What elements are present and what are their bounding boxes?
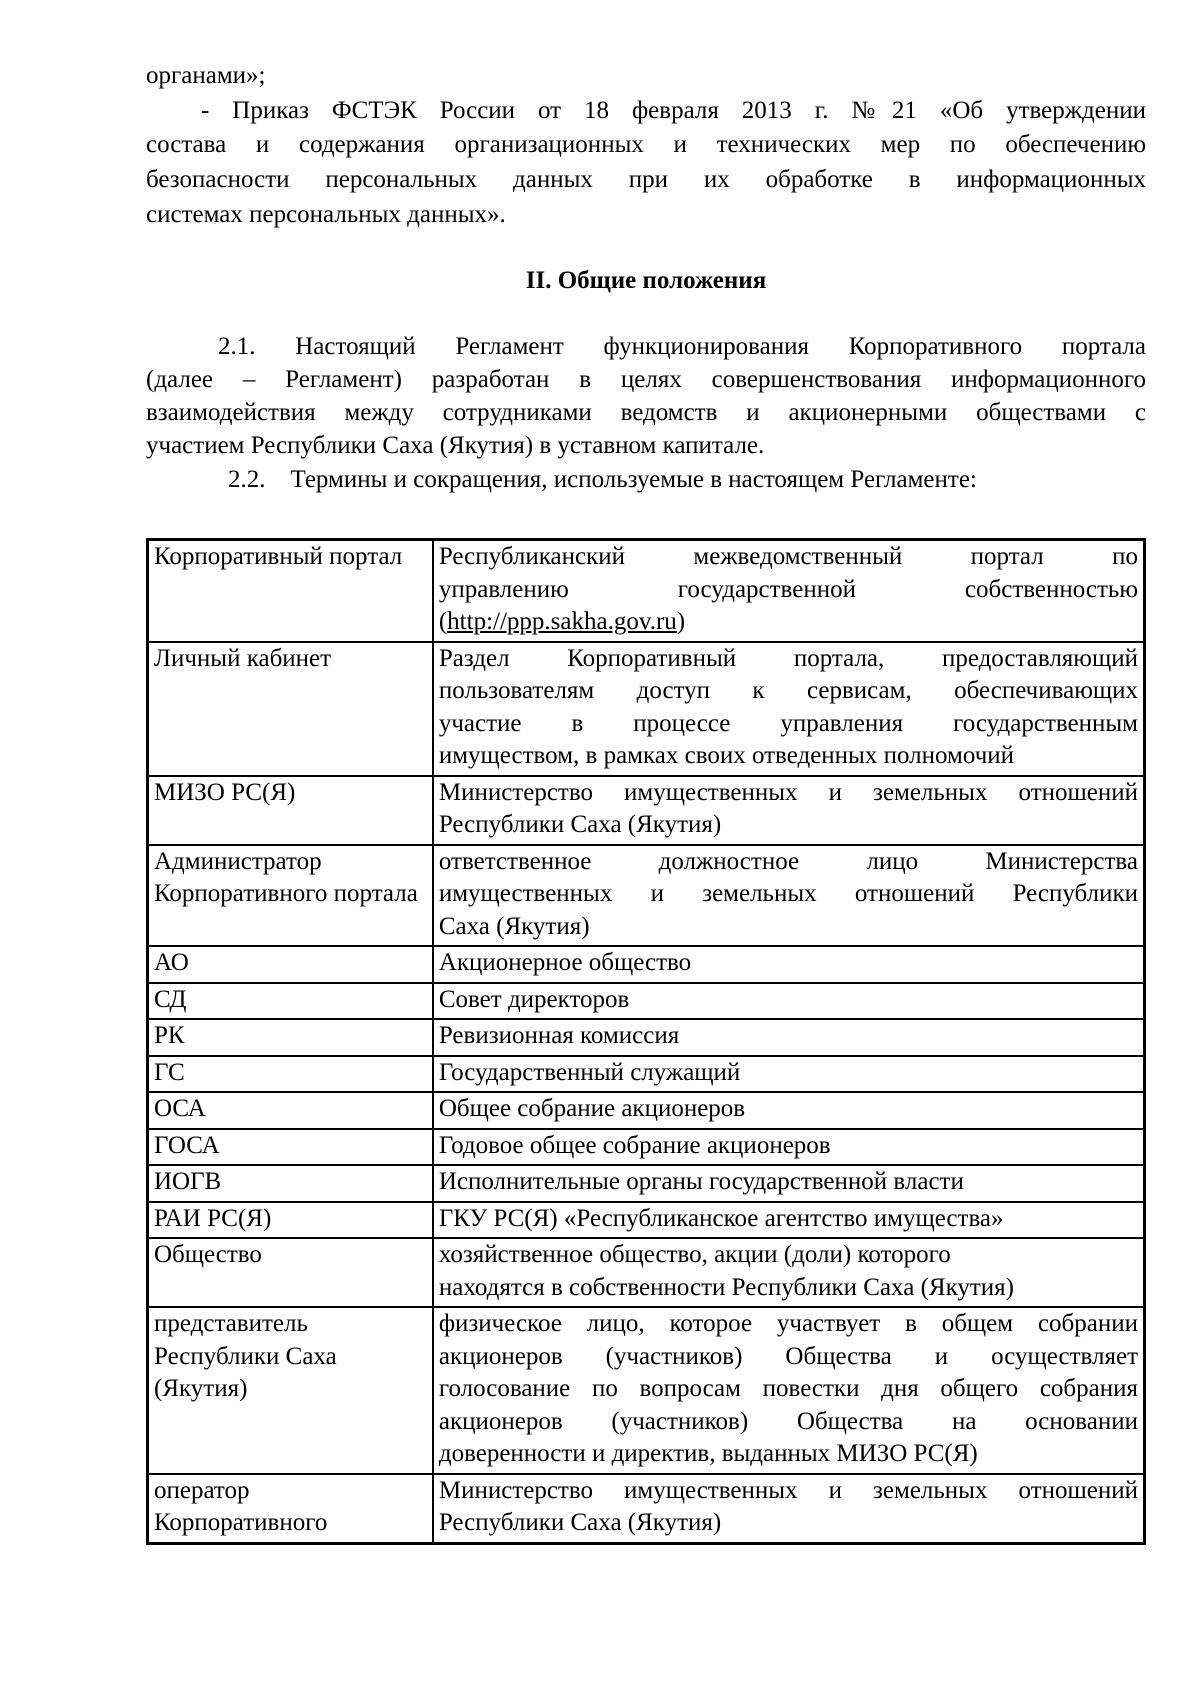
term-line: РК	[154, 1022, 185, 1049]
term-line: ГС	[154, 1058, 185, 1086]
portal-link[interactable]: http://ppp.sakha.gov.ru	[447, 608, 677, 635]
definition-line: Общее собрание акционеров	[438, 1095, 746, 1122]
paragraph-2-1-line-1: 2.1. Настоящий Регламент функционирования Корпоративного портала	[218, 333, 1146, 360]
intro-line-3: состава и содержания организационных и технических мер по обеспечению	[146, 131, 1146, 158]
definition-line: Министерство имущественных и земельных отношений	[438, 778, 1138, 806]
definition-cell	[433, 1092, 1145, 1129]
table-row	[148, 845, 1145, 947]
term-cell	[148, 776, 433, 845]
definition-cell	[433, 1202, 1145, 1239]
definition-line: Годовое общее собрание акционеров	[438, 1131, 831, 1159]
term-cell	[148, 540, 433, 642]
table-row	[148, 1092, 1145, 1129]
definition-cell	[433, 983, 1145, 1020]
term-cell	[148, 1056, 433, 1093]
term-cell	[148, 845, 433, 947]
paragraph-2-1-line-3: взаимодействия между сотрудниками ведомств и акционерными обществами с	[146, 399, 1146, 426]
term-line: ИОГВ	[154, 1168, 222, 1195]
term-line: оператор	[154, 1476, 250, 1504]
definition-line: Ревизионная комиссия	[438, 1022, 680, 1049]
definition-line: голосование по вопросам повестки дня общего собрания	[438, 1375, 1138, 1402]
definition-line: ответственное должностное лицо Министерства	[438, 847, 1138, 875]
definition-cell	[433, 776, 1145, 845]
definition-cell	[433, 845, 1145, 947]
table-row	[148, 1474, 1145, 1544]
term-line: ГОСА	[154, 1131, 220, 1159]
term-line: Общество	[154, 1241, 262, 1268]
term-line: Корпоративного	[154, 880, 328, 907]
definition-cell	[433, 1056, 1145, 1093]
definition-cell	[433, 1019, 1145, 1056]
definition-line: Совет директоров	[438, 985, 630, 1013]
definition-line: Раздел Корпоративный портала, предоставляющий	[438, 644, 1138, 672]
definition-cell	[433, 642, 1145, 776]
intro-line-5: системах персональных данных».	[146, 201, 506, 228]
definition-cell	[433, 1129, 1145, 1166]
definition-cell	[433, 946, 1145, 983]
definition-line: пользователям доступ к сервисам, обеспечивающих	[438, 677, 1138, 704]
definition-line	[439, 606, 1138, 639]
intro-line-1: органами»;	[146, 62, 266, 89]
definition-line: имуществом, в рамках своих отведенных полномочий	[438, 742, 1015, 769]
term-line: Республики Саха	[154, 1342, 337, 1370]
section-heading: II. Общие положения	[525, 267, 767, 294]
table-row	[148, 1307, 1145, 1474]
term-line: Корпоративного	[154, 1509, 328, 1536]
table-row	[148, 946, 1145, 983]
definition-line: Исполнительные органы государственной власти	[438, 1168, 964, 1195]
terms-table	[146, 538, 1146, 1545]
term-cell	[148, 1474, 433, 1544]
term-cell	[148, 1165, 433, 1202]
table-row	[148, 1019, 1145, 1056]
term-cell	[148, 946, 433, 983]
definition-cell	[433, 540, 1145, 642]
intro-line-4: безопасности персональных данных при их обработке в информационных	[146, 166, 1146, 193]
table-row	[148, 642, 1145, 776]
term-line: АО	[154, 949, 189, 976]
term-cell	[148, 1092, 433, 1129]
definition-line: хозяйственное общество, акции (доли) которого	[438, 1241, 951, 1268]
term-line: Корпоративный	[154, 543, 323, 570]
definition-cell	[433, 1474, 1145, 1544]
term-cell	[148, 1307, 433, 1474]
link-paren-open: (	[438, 608, 448, 635]
definition-line: Республиканский межведомственный портал по	[438, 543, 1138, 570]
table-row	[148, 1129, 1145, 1166]
definition-line: акционеров (участников) Общества на основании	[438, 1407, 1138, 1435]
term-cell	[148, 1238, 433, 1307]
definition-line: Министерство имущественных и земельных отношений	[438, 1476, 1138, 1504]
table-row	[148, 1202, 1145, 1239]
definition-line: Саха (Якутия)	[438, 912, 590, 940]
definition-line: Республики Саха (Якутия)	[438, 811, 722, 838]
definition-line: находятся в собственности Республики Саха (Якутия)	[438, 1273, 1014, 1301]
table-row	[148, 1165, 1145, 1202]
term-cell	[148, 1202, 433, 1239]
table-row	[148, 1056, 1145, 1093]
definition-cell	[433, 1307, 1145, 1474]
definition-line: акционеров (участников) Общества и осуществляет	[438, 1342, 1138, 1370]
definition-line: физическое лицо, которое участвует в общем собрании	[438, 1310, 1138, 1337]
term-cell	[148, 642, 433, 776]
definition-line: Государственный служащий	[438, 1058, 741, 1086]
definition-line: ГКУ РС(Я) «Республиканское агентство имущества»	[438, 1204, 1004, 1232]
definition-cell	[433, 1165, 1145, 1202]
paragraph-2-1-line-2: (далее – Регламент) разработан в целях совершенствования информационного	[146, 366, 1146, 393]
definition-line: управлению государственной собственностью	[438, 575, 1138, 603]
intro-line-2: - Приказ ФСТЭК России от 18 февраля 2013 г. №21 «Об утверждении	[201, 97, 1146, 124]
definition-line: участие в процессе управления государственным	[438, 709, 1138, 737]
definition-line: Республики Саха (Якутия)	[438, 1509, 722, 1536]
paragraph-2-2: 2.2. Термины и сокращения, используемые в настоящем Регламенте:	[228, 466, 977, 493]
definition-line: Акционерное общество	[438, 949, 692, 976]
definition-line: доверенности и директив, выданных МИЗО РС(Я)	[438, 1440, 978, 1467]
link-paren-close: )	[676, 608, 686, 635]
term-line: СД	[154, 985, 187, 1013]
term-line: представитель	[154, 1310, 308, 1337]
table-row	[148, 983, 1145, 1020]
definition-cell	[433, 1238, 1145, 1307]
term-line: портал	[329, 543, 403, 570]
term-cell	[148, 1019, 433, 1056]
term-line: РАИ РС(Я)	[154, 1204, 272, 1232]
term-cell	[148, 1129, 433, 1166]
paragraph-2-1-line-4: участием Республики Саха (Якутия) в уставном капитале.	[146, 432, 765, 459]
term-line: МИЗО РС(Я)	[154, 778, 296, 806]
term-line: Администратор	[154, 847, 322, 875]
table-row	[148, 776, 1145, 845]
definition-line: имущественных и земельных отношений Республики	[438, 880, 1138, 907]
term-cell	[148, 983, 433, 1020]
term-line: портала	[333, 880, 418, 907]
term-line: Личный кабинет	[154, 644, 332, 672]
table-row	[148, 540, 1145, 642]
term-line: (Якутия)	[154, 1375, 248, 1402]
table-row	[148, 1238, 1145, 1307]
term-line: ОСА	[154, 1095, 206, 1122]
